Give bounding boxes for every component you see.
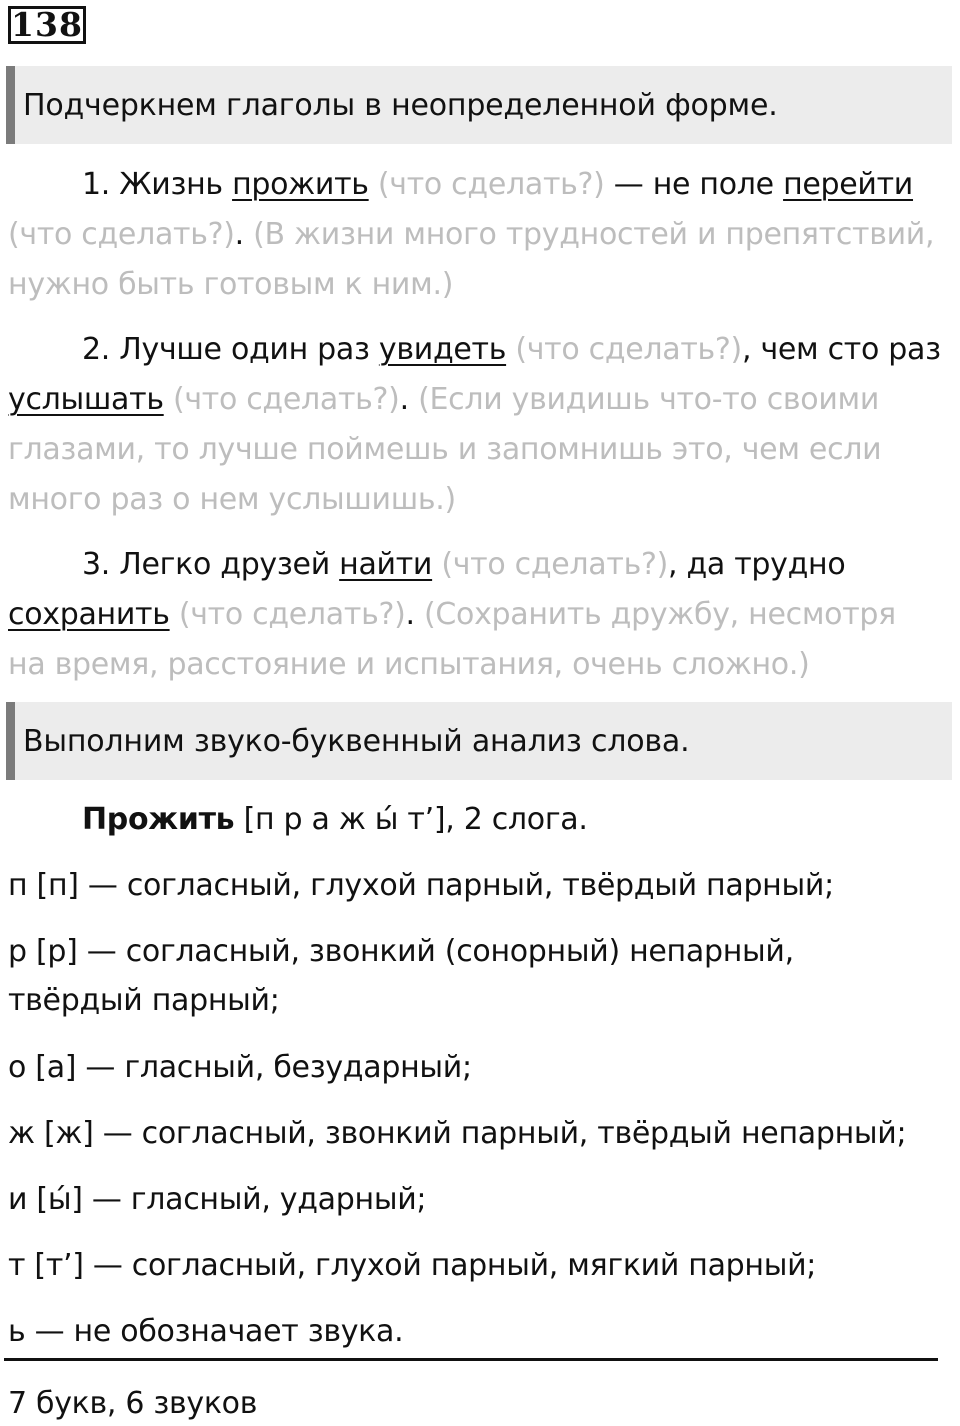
- underlined-verb: перейти: [783, 167, 914, 202]
- question-hint: (что сделать?): [8, 217, 235, 252]
- question-hint: (что сделать?): [169, 597, 406, 632]
- item-text: 2. Лучше один раз: [82, 332, 379, 367]
- analysis-word: Прожить: [82, 802, 235, 837]
- section-heading-analysis-text: Выполним звуко-буквенный анализ слова.: [23, 723, 690, 759]
- proverb-item-3: [8, 540, 960, 590]
- proverb-item-2-cont: [8, 375, 938, 525]
- item-text: , чем сто раз: [741, 332, 941, 367]
- analysis-line: твёрдый парный;: [8, 983, 280, 1018]
- explanation-note: (В жизни много трудностей и препятствий, нужно быть готовым к ним.): [8, 217, 935, 302]
- question-hint: (что сделать?): [432, 547, 668, 582]
- item-text: .: [405, 597, 424, 632]
- analysis-line: п [п] — согласный, глухой парный, твёрдый парный;: [8, 868, 834, 903]
- underlined-verb: прожить: [232, 167, 369, 202]
- analysis-line: и [ы́] — гласный, ударный;: [8, 1182, 427, 1217]
- section-heading-verbs-text: Подчеркнем глаголы в неопределенной форме.: [23, 87, 778, 123]
- underlined-verb: сохранить: [8, 597, 170, 632]
- summary-divider: [4, 1358, 938, 1361]
- item-text: , да трудно: [667, 547, 846, 582]
- analysis-line: ж [ж] — согласный, звонкий парный, твёрдый непарный;: [8, 1116, 907, 1151]
- proverb-item-3-cont: [8, 590, 938, 690]
- item-text: 1. Жизнь: [82, 167, 233, 202]
- item-text: .: [399, 382, 419, 417]
- analysis-word-line: [82, 800, 960, 840]
- proverb-item-1-cont: [8, 210, 938, 310]
- analysis-summary: 7 букв, 6 звуков: [8, 1386, 258, 1421]
- underlined-verb: услышать: [8, 382, 164, 417]
- analysis-line: т [т’] — согласный, глухой парный, мягкий парный;: [8, 1248, 817, 1283]
- underlined-verb: увидеть: [378, 332, 507, 367]
- proverb-item-1: [8, 160, 960, 210]
- proverb-item-2: [8, 325, 960, 375]
- task-number: 138: [8, 6, 86, 44]
- analysis-line: о [а] — гласный, безударный;: [8, 1050, 472, 1085]
- question-hint: (что сделать?): [368, 167, 605, 202]
- section-heading-verbs: [6, 66, 952, 144]
- analysis-line: ь — не обозначает звука.: [8, 1314, 404, 1349]
- analysis-transcription: [п р а ж ы́ т’], 2 слога.: [234, 802, 588, 837]
- explanation-note: (Сохранить дружбу, несмотря на время, расстояние и испытания, очень сложно.): [8, 597, 896, 682]
- item-text: .: [234, 217, 254, 252]
- item-text: 3. Легко друзей: [82, 547, 340, 582]
- item-text: — не поле: [604, 167, 784, 202]
- question-hint: (что сделать?): [163, 382, 400, 417]
- section-heading-analysis: [6, 702, 952, 780]
- underlined-verb: найти: [339, 547, 433, 582]
- question-hint: (что сделать?): [506, 332, 742, 367]
- analysis-line: р [р] — согласный, звонкий (сонорный) непарный,: [8, 934, 794, 969]
- explanation-note: (Если увидишь что-то своими глазами, то лучше поймешь и запомнишь это, чем если много раз о нем услышишь.): [8, 382, 882, 517]
